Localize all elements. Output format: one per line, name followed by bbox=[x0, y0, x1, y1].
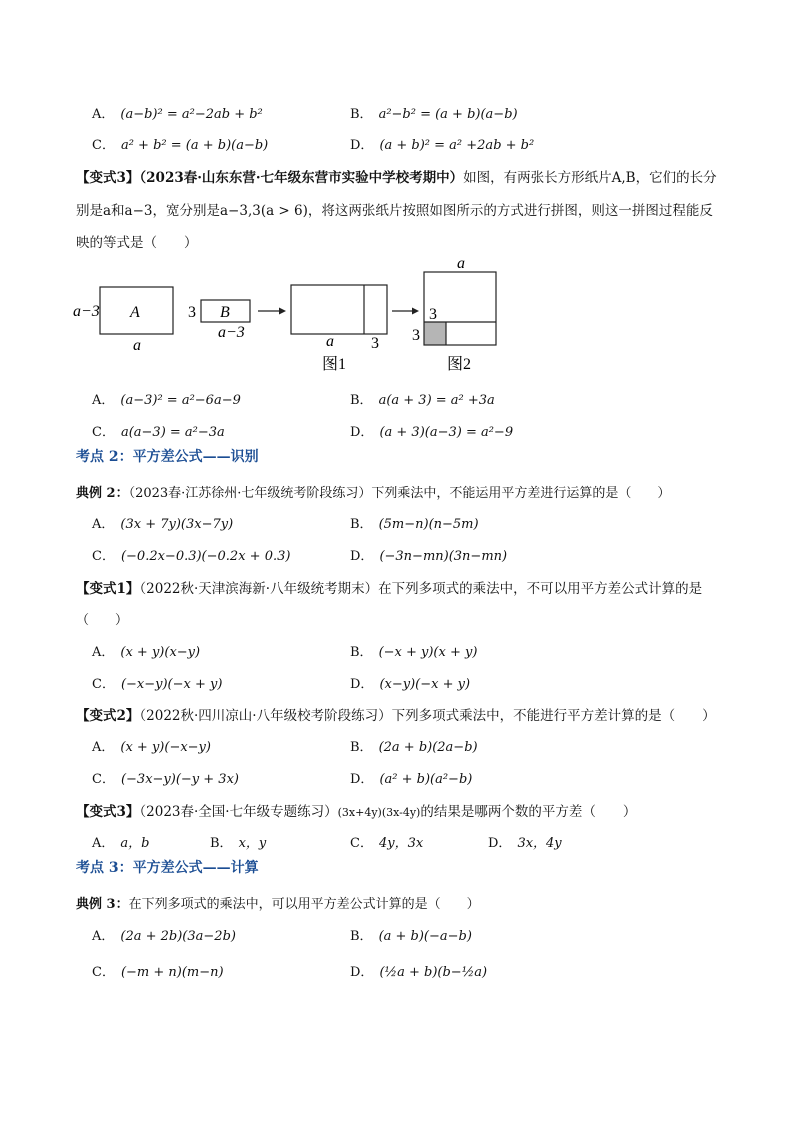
point2-heading: 考点 2：平方差公式——识别 bbox=[76, 449, 259, 465]
fig2-caption: 图2 bbox=[447, 356, 472, 373]
prev-option-b[interactable]: B． a²−b² = (a + b)(a−b) bbox=[350, 107, 518, 122]
example2-question: 典例 2：（2023春·江苏徐州·七年级统考阶段练习）下列乘法中，不能运用平方差进行运算的是（ ） bbox=[76, 486, 671, 501]
bianshi3b-option-a[interactable]: A． a，b bbox=[92, 836, 150, 851]
fig2-left-label: 3 bbox=[412, 327, 420, 344]
prev-option-c[interactable]: C． a² + b² = (a + b)(a−b) bbox=[92, 138, 269, 153]
example2-option-d[interactable]: D． (−3n−mn)(3n−mn) bbox=[350, 549, 508, 564]
bianshi3b-question: 【变式3】（2023春·全国·七年级专题练习）(3x+4y)(3x-4y)的结果是哪两个数的平方差（ ） bbox=[76, 804, 637, 820]
bianshi2-option-c[interactable]: C． (−3x−y)(−y + 3x) bbox=[92, 772, 239, 787]
example2-option-c[interactable]: C． (−0.2x−0.3)(−0.2x + 0.3) bbox=[92, 549, 291, 564]
bianshi3a-line3: 映的等式是（ ） bbox=[76, 235, 198, 251]
rect-a-left-label: a−3 bbox=[73, 303, 100, 320]
bianshi3a-option-a[interactable]: A． (a−3)² = a²−6a−9 bbox=[92, 393, 241, 408]
arrow-2-head bbox=[412, 308, 419, 315]
arrow-1-head bbox=[279, 308, 286, 315]
bianshi2-option-b[interactable]: B． (2a + b)(2a−b) bbox=[350, 740, 478, 755]
bianshi2-question: 【变式2】（2022秋·四川凉山·八年级校考阶段练习）下列多项式乘法中，不能进行平方差计算的是（ ） bbox=[76, 708, 716, 724]
bianshi3a-figure bbox=[0, 0, 794, 400]
example3-option-c[interactable]: C． (−m + n)(m−n) bbox=[92, 965, 224, 980]
example2-option-a[interactable]: A． (3x + 7y)(3x−7y) bbox=[92, 517, 234, 532]
example3-option-a[interactable]: A． (2a + 2b)(3a−2b) bbox=[92, 929, 236, 944]
point3-heading: 考点 3：平方差公式——计算 bbox=[76, 860, 259, 876]
example3-question: 典例 3：在下列多项式的乘法中，可以用平方差公式计算的是（ ） bbox=[76, 897, 480, 912]
bianshi3a-line2: 别是a和a−3，宽分别是a−3,3(a > 6)，将这两张纸片按照如图所示的方式进行拼图，则这一拼图过程能反 bbox=[76, 203, 713, 219]
fig1-outer bbox=[291, 285, 387, 334]
bianshi1-option-d[interactable]: D． (x−y)(−x + y) bbox=[350, 677, 471, 692]
bianshi1-question: 【变式1】（2022秋·天津滨海新·八年级统考期末）在下列多项式的乘法中，不可以用平方差公式计算的是 bbox=[76, 581, 703, 597]
bianshi3b-option-c[interactable]: C． 4y，3x bbox=[350, 836, 424, 851]
bianshi3b-option-d[interactable]: D． 3x，4y bbox=[488, 836, 562, 851]
bianshi3a-option-d[interactable]: D． (a + 3)(a−3) = a²−9 bbox=[350, 425, 514, 440]
bianshi1-option-b[interactable]: B． (−x + y)(x + y) bbox=[350, 645, 478, 660]
fig2-gray-square bbox=[424, 322, 446, 345]
fig2-inner-label: 3 bbox=[429, 306, 437, 323]
example3-option-b[interactable]: B． (a + b)(−a−b) bbox=[350, 929, 472, 944]
bianshi1-option-c[interactable]: C． (−x−y)(−x + y) bbox=[92, 677, 223, 692]
bianshi2-option-d[interactable]: D． (a² + b)(a²−b) bbox=[350, 772, 473, 787]
fig2-top-label: a bbox=[457, 255, 465, 272]
fig1-caption: 图1 bbox=[322, 356, 347, 373]
fig1-right-label: 3 bbox=[371, 335, 379, 352]
bianshi3a-option-c[interactable]: C． a(a−3) = a²−3a bbox=[92, 425, 225, 440]
bianshi1-option-a[interactable]: A． (x + y)(x−y) bbox=[92, 645, 201, 660]
rect-b-bottom-label: a−3 bbox=[218, 324, 245, 341]
fig1-bottom-label: a bbox=[326, 333, 334, 350]
rect-a-bottom-label: a bbox=[133, 337, 141, 354]
bianshi2-option-a[interactable]: A． (x + y)(−x−y) bbox=[92, 740, 211, 755]
rect-b-inside-label: B bbox=[220, 304, 230, 321]
rect-b-left-label: 3 bbox=[188, 304, 196, 321]
bianshi1-line2: （ ） bbox=[76, 613, 129, 628]
prev-option-a[interactable]: A． (a−b)² = a²−2ab + b² bbox=[92, 107, 263, 122]
rect-a-inside-label: A bbox=[130, 304, 140, 321]
example2-option-b[interactable]: B． (5m−n)(n−5m) bbox=[350, 517, 479, 532]
example3-option-d[interactable]: D． (½a + b)(b−½a) bbox=[350, 965, 488, 980]
bianshi3a-question: 【变式3】（2023春·山东东营·七年级东营市实验中学校考期中）如图，有两张长方形纸片A,B，它们的长分 bbox=[76, 170, 717, 186]
bianshi3b-option-b[interactable]: B． x，y bbox=[210, 836, 267, 851]
bianshi3a-option-b[interactable]: B． a(a + 3) = a² +3a bbox=[350, 393, 495, 408]
prev-option-d[interactable]: D． (a + b)² = a² +2ab + b² bbox=[350, 138, 535, 153]
